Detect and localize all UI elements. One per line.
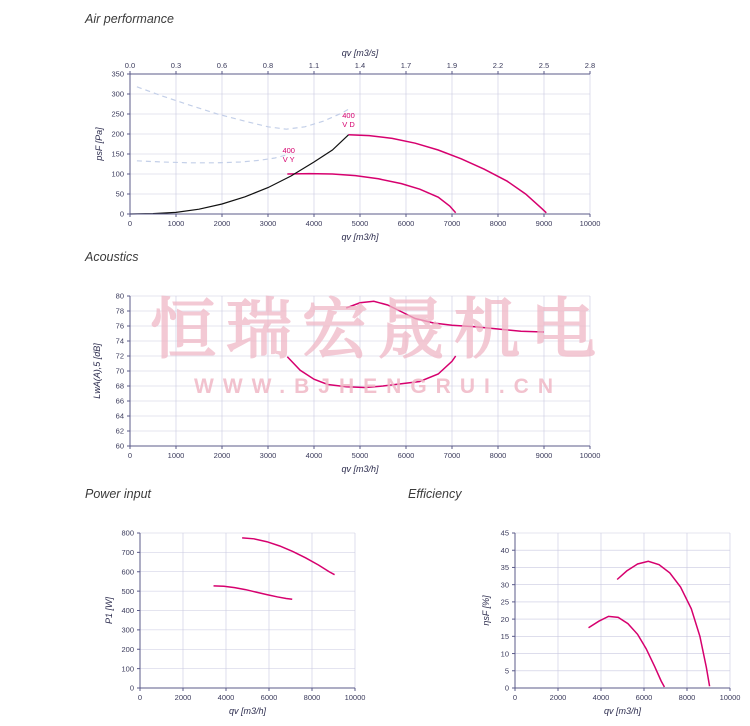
- series-curve: [287, 174, 455, 213]
- x-axis-title: qv [m3/h]: [228, 706, 267, 716]
- x-tick-label: 0: [512, 693, 518, 702]
- x-tick-label: 2000: [174, 693, 192, 702]
- x-tick-label: 9000: [535, 219, 553, 228]
- x-tick-label: 6000: [397, 219, 415, 228]
- series-annotation: V Y: [282, 155, 295, 165]
- y-tick-label: 78: [115, 306, 124, 316]
- y-tick-label: 400: [121, 606, 134, 616]
- y-tick-label: 5: [504, 666, 509, 676]
- y-tick-label: 200: [111, 129, 124, 139]
- x-axis-title: qv [m3/h]: [341, 464, 379, 474]
- power-input-title: Power input: [85, 487, 152, 501]
- series-curve: [287, 356, 455, 388]
- y-tick-label: 62: [115, 426, 124, 436]
- efficiency-chart: [375, 505, 750, 720]
- y-tick-label: 250: [111, 109, 124, 119]
- x-tick-top-label: 2.8: [584, 61, 596, 70]
- air-performance-title: Air performance: [85, 12, 174, 26]
- y-tick-label: 0: [504, 683, 509, 693]
- x-tick-label: 8000: [678, 693, 696, 702]
- power-input-chart: [0, 505, 375, 720]
- x-tick-label: 7000: [443, 219, 461, 228]
- y-tick-label: 45: [500, 528, 509, 538]
- watermark-chinese: 恒瑞宏晟机电: [150, 291, 606, 368]
- x-tick-label: 6000: [397, 451, 415, 460]
- x-axis-title: qv [m3/h]: [341, 232, 379, 242]
- x-axis-top-title: qv [m3/s]: [341, 48, 379, 58]
- y-axis-title: P1 [W]: [104, 596, 114, 625]
- x-axis-title: qv [m3/h]: [603, 706, 642, 716]
- air-performance-chart: [0, 28, 750, 243]
- x-tick-label: 7000: [443, 451, 461, 460]
- x-tick-label: 5000: [351, 451, 369, 460]
- y-tick-label: 70: [115, 366, 124, 376]
- y-tick-label: 0: [129, 683, 134, 693]
- series-curve: [214, 586, 293, 599]
- y-tick-label: 300: [111, 89, 124, 99]
- x-tick-label: 1000: [167, 219, 185, 228]
- x-tick-top-label: 1.7: [400, 61, 412, 70]
- x-tick-label: 0: [137, 693, 143, 702]
- y-tick-label: 800: [121, 528, 134, 538]
- y-tick-label: 30: [500, 580, 509, 590]
- x-tick-label: 10000: [579, 219, 601, 228]
- x-tick-top-label: 0.6: [216, 61, 228, 70]
- y-axis-title: ηsF [%]: [481, 595, 491, 626]
- y-tick-label: 80: [115, 291, 124, 301]
- x-tick-top-label: 0.3: [170, 61, 182, 70]
- y-tick-label: 700: [121, 548, 134, 558]
- acoustics-chart: [0, 268, 750, 483]
- y-tick-label: 64: [115, 411, 124, 421]
- x-tick-label: 0: [127, 219, 133, 228]
- x-tick-label: 8000: [303, 693, 321, 702]
- x-tick-label: 10000: [579, 451, 601, 460]
- y-tick-label: 66: [115, 396, 124, 406]
- series-annotation: V D: [342, 120, 355, 129]
- x-tick-label: 4000: [305, 219, 323, 228]
- x-tick-label: 6000: [635, 693, 653, 702]
- y-tick-label: 10: [500, 649, 509, 659]
- x-tick-label: 6000: [260, 693, 278, 702]
- series-curve: [137, 155, 287, 163]
- series-curve: [346, 301, 544, 332]
- y-tick-label: 600: [121, 567, 134, 577]
- y-tick-label: 500: [121, 586, 134, 596]
- y-axis-title: psF [Pa]: [94, 127, 104, 161]
- x-tick-label: 1000: [167, 451, 185, 460]
- watermark-url: WWW.BJHENGRUI.CN: [194, 375, 562, 398]
- x-tick-label: 10000: [344, 693, 366, 702]
- y-tick-label: 72: [115, 351, 124, 361]
- x-tick-label: 9000: [535, 451, 553, 460]
- y-tick-label: 74: [115, 336, 124, 346]
- y-tick-label: 60: [115, 441, 124, 451]
- y-tick-label: 300: [121, 625, 134, 635]
- series-annotation: 400: [282, 146, 295, 156]
- y-tick-label: 150: [111, 149, 124, 159]
- series-curve: [242, 538, 334, 575]
- x-tick-label: 5000: [351, 219, 369, 228]
- acoustics-title: Acoustics: [85, 250, 139, 264]
- x-tick-top-label: 2.5: [538, 61, 550, 70]
- x-tick-top-label: 2.2: [492, 61, 504, 70]
- x-tick-label: 4000: [305, 451, 323, 460]
- y-tick-label: 76: [115, 321, 124, 331]
- series-curve: [617, 561, 709, 686]
- x-tick-top-label: 1.4: [354, 61, 366, 70]
- x-tick-label: 2000: [213, 451, 231, 460]
- y-tick-label: 100: [111, 169, 124, 179]
- series-curve: [137, 87, 349, 129]
- x-tick-label: 3000: [259, 219, 277, 228]
- y-tick-label: 25: [500, 597, 509, 607]
- efficiency-title: Efficiency: [408, 487, 462, 501]
- x-tick-label: 8000: [489, 451, 507, 460]
- y-tick-label: 0: [119, 209, 124, 219]
- x-tick-label: 10000: [719, 693, 741, 702]
- y-tick-label: 40: [500, 545, 509, 555]
- series-curve: [589, 616, 665, 687]
- x-tick-label: 2000: [549, 693, 567, 702]
- y-tick-label: 15: [500, 632, 509, 642]
- x-tick-label: 4000: [592, 693, 610, 702]
- y-axis-title: LwA(A),5 [dB]: [92, 343, 102, 399]
- y-tick-label: 100: [121, 664, 134, 674]
- y-tick-label: 35: [500, 563, 509, 573]
- y-tick-label: 68: [115, 381, 124, 391]
- y-tick-label: 350: [111, 69, 124, 79]
- x-tick-label: 2000: [213, 219, 231, 228]
- x-tick-label: 3000: [259, 451, 277, 460]
- x-tick-top-label: 1.1: [308, 61, 320, 70]
- x-tick-label: 8000: [489, 219, 507, 228]
- series-annotation: 400: [342, 111, 355, 120]
- y-tick-label: 20: [500, 614, 509, 624]
- y-tick-label: 50: [115, 189, 124, 199]
- x-tick-label: 4000: [217, 693, 235, 702]
- x-tick-label: 0: [127, 451, 133, 460]
- x-tick-top-label: 0.0: [124, 61, 136, 70]
- x-tick-top-label: 1.9: [446, 61, 458, 70]
- x-tick-top-label: 0.8: [262, 61, 274, 70]
- y-tick-label: 200: [121, 644, 134, 654]
